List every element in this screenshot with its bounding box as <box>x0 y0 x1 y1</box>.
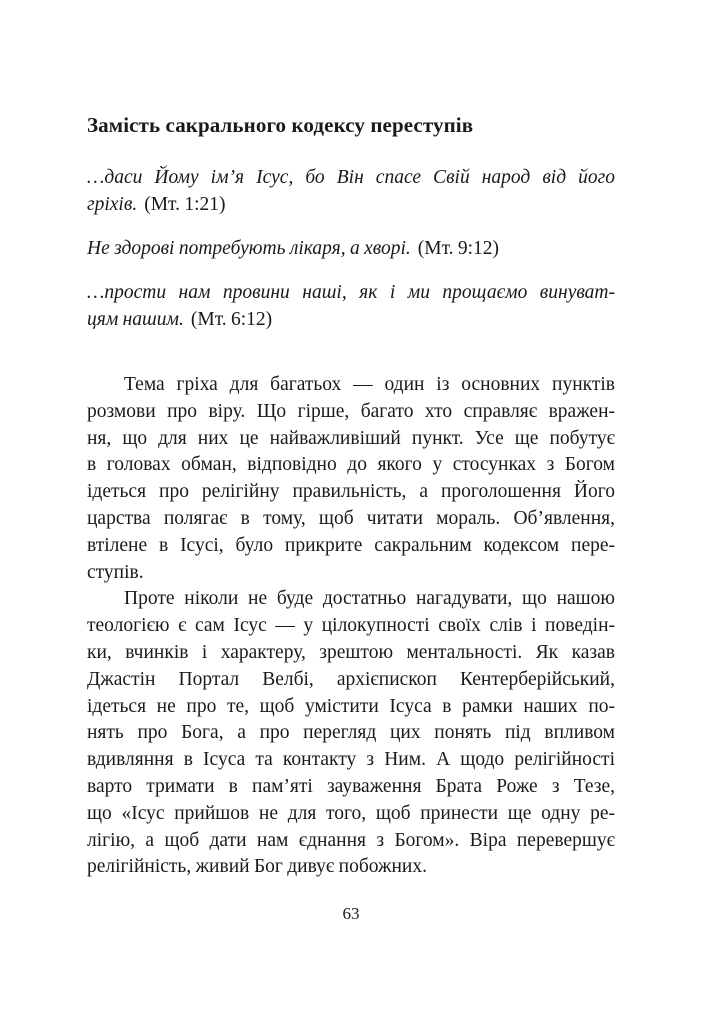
body-paragraph-2 <box>87 586 615 881</box>
body-line: втілене в Ісусі, було прикрите сакральним кодексом пере- <box>87 534 615 556</box>
body-line: царства полягає в тому, щоб читати мораль. Об’явлення, <box>87 507 615 529</box>
body-text <box>87 372 615 881</box>
scripture-ref: (Мт. 9:12) <box>417 238 500 259</box>
epigraph-line <box>87 306 615 333</box>
scripture-ref: (Мт. 1:21) <box>144 194 226 215</box>
epigraph-text: …даси Йому ім’я Ісус, бо Він спасе Свій народ від його <box>87 167 615 188</box>
body-line: вдивляння в Ісуса та контакту з Ним. А щодо релігійності <box>87 749 615 771</box>
body-line: розмови про віру. Що гірше, багато хто справляє вражен- <box>87 400 615 422</box>
epigraph-line <box>87 191 615 218</box>
body-line: ступів. <box>87 561 144 583</box>
body-line: в головах обман, відповідно до якого у стосунках з Богом <box>87 454 615 476</box>
epigraph-line <box>87 279 615 306</box>
body-line: теологією є сам Ісус — у цілокупності своїх слів і поведін- <box>87 615 615 637</box>
epigraph-line <box>87 235 615 262</box>
body-line: релігійність, живий Бог дивує побожних. <box>87 856 427 878</box>
body-line: ня, що для них це найважливіший пункт. Усе ще побутує <box>87 427 615 449</box>
body-line: Проте ніколи не буде достатньо нагадувати, що нашою <box>124 588 615 610</box>
body-line: лігію, а щоб дати нам єднання з Богом». Віра перевершує <box>87 829 615 851</box>
epigraph-text: гріхів. <box>87 194 138 215</box>
epigraph-1 <box>87 164 615 218</box>
page-number: 63 <box>342 904 360 924</box>
epigraph-text: Не здорові потребують лікаря, а хворі. <box>87 238 411 259</box>
body-line: нять про Бога, а про перегляд цих понять під впливом <box>87 722 615 744</box>
chapter-heading: Замість сакрального кодексу переступів <box>87 113 474 137</box>
epigraph-text: цям нашим. <box>87 309 184 330</box>
body-line: що «Ісус прийшов не для того, щоб принести ще одну ре- <box>87 802 615 824</box>
body-line: ідеться не про те, щоб умістити Ісуса в рамки наших по- <box>87 695 615 717</box>
body-paragraph-1 <box>87 372 615 586</box>
epigraph-line <box>87 164 615 191</box>
body-line: ки, вчинків і характеру, зрештою ментальності. Як казав <box>87 641 615 663</box>
scripture-ref: (Мт. 6:12) <box>190 309 273 330</box>
body-line: ідеться про релігійну правильність, а проголошення Його <box>87 481 615 503</box>
body-line: Тема гріха для багатьох — один із основних пунктів <box>124 374 615 395</box>
page-content <box>87 112 615 925</box>
epigraph-2 <box>87 235 615 262</box>
epigraph-text: …прости нам провини наші, як і ми прощаємо винуват- <box>87 282 615 303</box>
body-line: варто тримати в пам’яті зауваження Брата Роже з Тезе, <box>87 775 615 797</box>
epigraph-3 <box>87 279 615 333</box>
body-line: Джастін Портал Велбі, архієпископ Кентерберійський, <box>87 668 615 690</box>
